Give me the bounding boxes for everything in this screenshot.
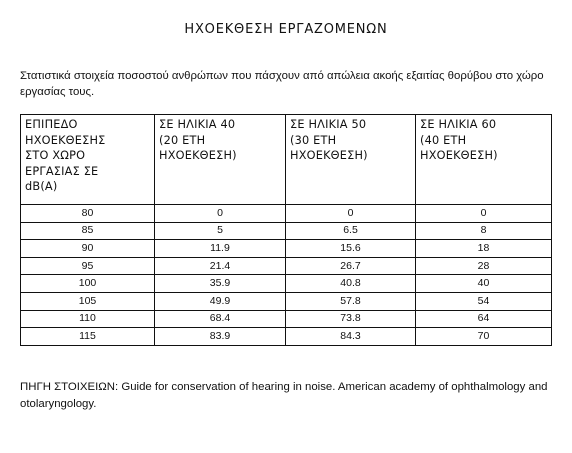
table-cell xyxy=(21,205,155,223)
table-row xyxy=(21,257,552,275)
cell-value: 0 xyxy=(347,206,354,219)
table-cell xyxy=(21,310,155,328)
table-cell xyxy=(21,275,155,293)
cell-value: 15.6 xyxy=(340,241,361,254)
cell-value: 35.9 xyxy=(209,277,231,290)
cell-value: 5 xyxy=(217,224,223,237)
table-row xyxy=(21,328,552,346)
cell-value: 68.4 xyxy=(209,312,231,325)
cell-value: 40 xyxy=(477,277,490,290)
table-row xyxy=(21,310,552,328)
table-cell xyxy=(286,257,416,275)
cell-value: 73.8 xyxy=(340,312,361,325)
cell-value: 95 xyxy=(81,259,94,272)
header-age-50 xyxy=(286,115,416,205)
table-row xyxy=(21,292,552,310)
table-cell xyxy=(21,328,155,346)
header-line: ΣΕ ΗΛΙΚΙΑ 40 xyxy=(159,118,236,131)
cell-value: 83.9 xyxy=(209,329,231,342)
header-line: ΣΕ ΗΛΙΚΙΑ 50 xyxy=(290,118,367,131)
table-cell xyxy=(155,222,286,240)
cell-value: 110 xyxy=(79,312,96,325)
table-cell xyxy=(155,310,286,328)
cell-value: 26.7 xyxy=(340,259,361,272)
table-row xyxy=(21,222,552,240)
cell-value: 100 xyxy=(78,277,97,290)
table-cell xyxy=(286,292,416,310)
table-row xyxy=(21,240,552,258)
cell-value: 0 xyxy=(480,206,487,219)
table-cell xyxy=(155,328,286,346)
table-body xyxy=(21,205,552,346)
cell-value: 11.9 xyxy=(210,241,230,254)
cell-value: 8 xyxy=(480,224,487,237)
header-exposure-level xyxy=(21,115,155,205)
cell-value: 85 xyxy=(81,224,94,237)
intro-paragraph: Στατιστικά στοιχεία ποσοστού ανθρώπων που πάσχουν από απώλεια ακοής εξαιτίας θορύβου στο χώρο εργασίας τους. xyxy=(20,70,544,98)
table-cell xyxy=(155,205,286,223)
table-cell xyxy=(416,310,552,328)
header-line: (30 ΕΤΗ xyxy=(290,133,337,147)
cell-value: 115 xyxy=(79,329,96,342)
header-line: ΕΠΙΠΕΔΟ xyxy=(25,118,78,131)
cell-value: 40.8 xyxy=(340,277,361,290)
header-line: ΗΧΟΕΚΘΕΣΗ) xyxy=(290,149,368,162)
table-cell xyxy=(155,257,286,275)
table-cell xyxy=(416,257,552,275)
table-cell xyxy=(416,222,552,240)
table-cell xyxy=(286,205,416,223)
table-row xyxy=(21,205,552,223)
page-title: ΗΧΟΕΚΘΕΣΗ ΕΡΓΑΖΟΜΕΝΩΝ xyxy=(184,22,388,37)
cell-value: 28 xyxy=(477,259,490,272)
table-cell xyxy=(286,310,416,328)
cell-value: 57.8 xyxy=(340,294,361,307)
cell-value: 49.9 xyxy=(209,294,231,307)
cell-value: 80 xyxy=(81,206,94,219)
hearing-loss-table xyxy=(20,114,552,346)
table-cell xyxy=(21,240,155,258)
cell-value: 64 xyxy=(477,312,490,325)
cell-value: 6.5 xyxy=(343,224,358,237)
header-age-60 xyxy=(416,115,552,205)
header-line: ΗΧΟΕΚΘΕΣΗ) xyxy=(420,149,498,162)
cell-value: 70 xyxy=(477,329,490,342)
header-row xyxy=(21,115,552,205)
header-line: ΣΤΟ ΧΩΡΟ xyxy=(25,149,86,162)
table-cell xyxy=(155,292,286,310)
table-cell xyxy=(286,328,416,346)
header-line: ΗΧΟΕΚΘΕΣΗ) xyxy=(159,149,237,162)
cell-value: 84.3 xyxy=(340,329,361,342)
table-header xyxy=(21,115,552,205)
table-cell xyxy=(416,292,552,310)
table-cell xyxy=(416,275,552,293)
table-row xyxy=(21,275,552,293)
source-note: ΠΗΓΗ ΣΤΟΙΧΕΙΩΝ: Guide for conservation of hearing in noise. American academy of ophthalmology and otolaryngology. xyxy=(20,381,548,410)
table-cell xyxy=(416,328,552,346)
cell-value: 90 xyxy=(81,241,94,254)
table-cell xyxy=(21,292,155,310)
table-cell xyxy=(21,222,155,240)
cell-value: 21.4 xyxy=(209,259,231,272)
table-cell xyxy=(155,275,286,293)
table-cell xyxy=(286,222,416,240)
table-cell xyxy=(286,240,416,258)
table-cell xyxy=(21,257,155,275)
header-line: ΕΡΓΑΣΙΑΣ ΣΕ xyxy=(25,164,99,178)
header-line: dB(A) xyxy=(25,180,58,193)
header-line: (40 ΕΤΗ xyxy=(420,133,467,147)
cell-value: 54 xyxy=(477,294,490,307)
header-line: (20 ΕΤΗ xyxy=(159,133,206,147)
cell-value: 0 xyxy=(217,206,223,219)
cell-value: 105 xyxy=(78,294,97,307)
table-cell xyxy=(416,240,552,258)
header-age-40 xyxy=(155,115,286,205)
table-cell xyxy=(155,240,286,258)
table-cell xyxy=(416,205,552,223)
header-line: ΗΧΟΕΚΘΕΣΗΣ xyxy=(25,133,106,147)
header-line: ΣΕ ΗΛΙΚΙΑ 60 xyxy=(420,118,497,131)
table-cell xyxy=(286,275,416,293)
cell-value: 18 xyxy=(477,241,490,254)
